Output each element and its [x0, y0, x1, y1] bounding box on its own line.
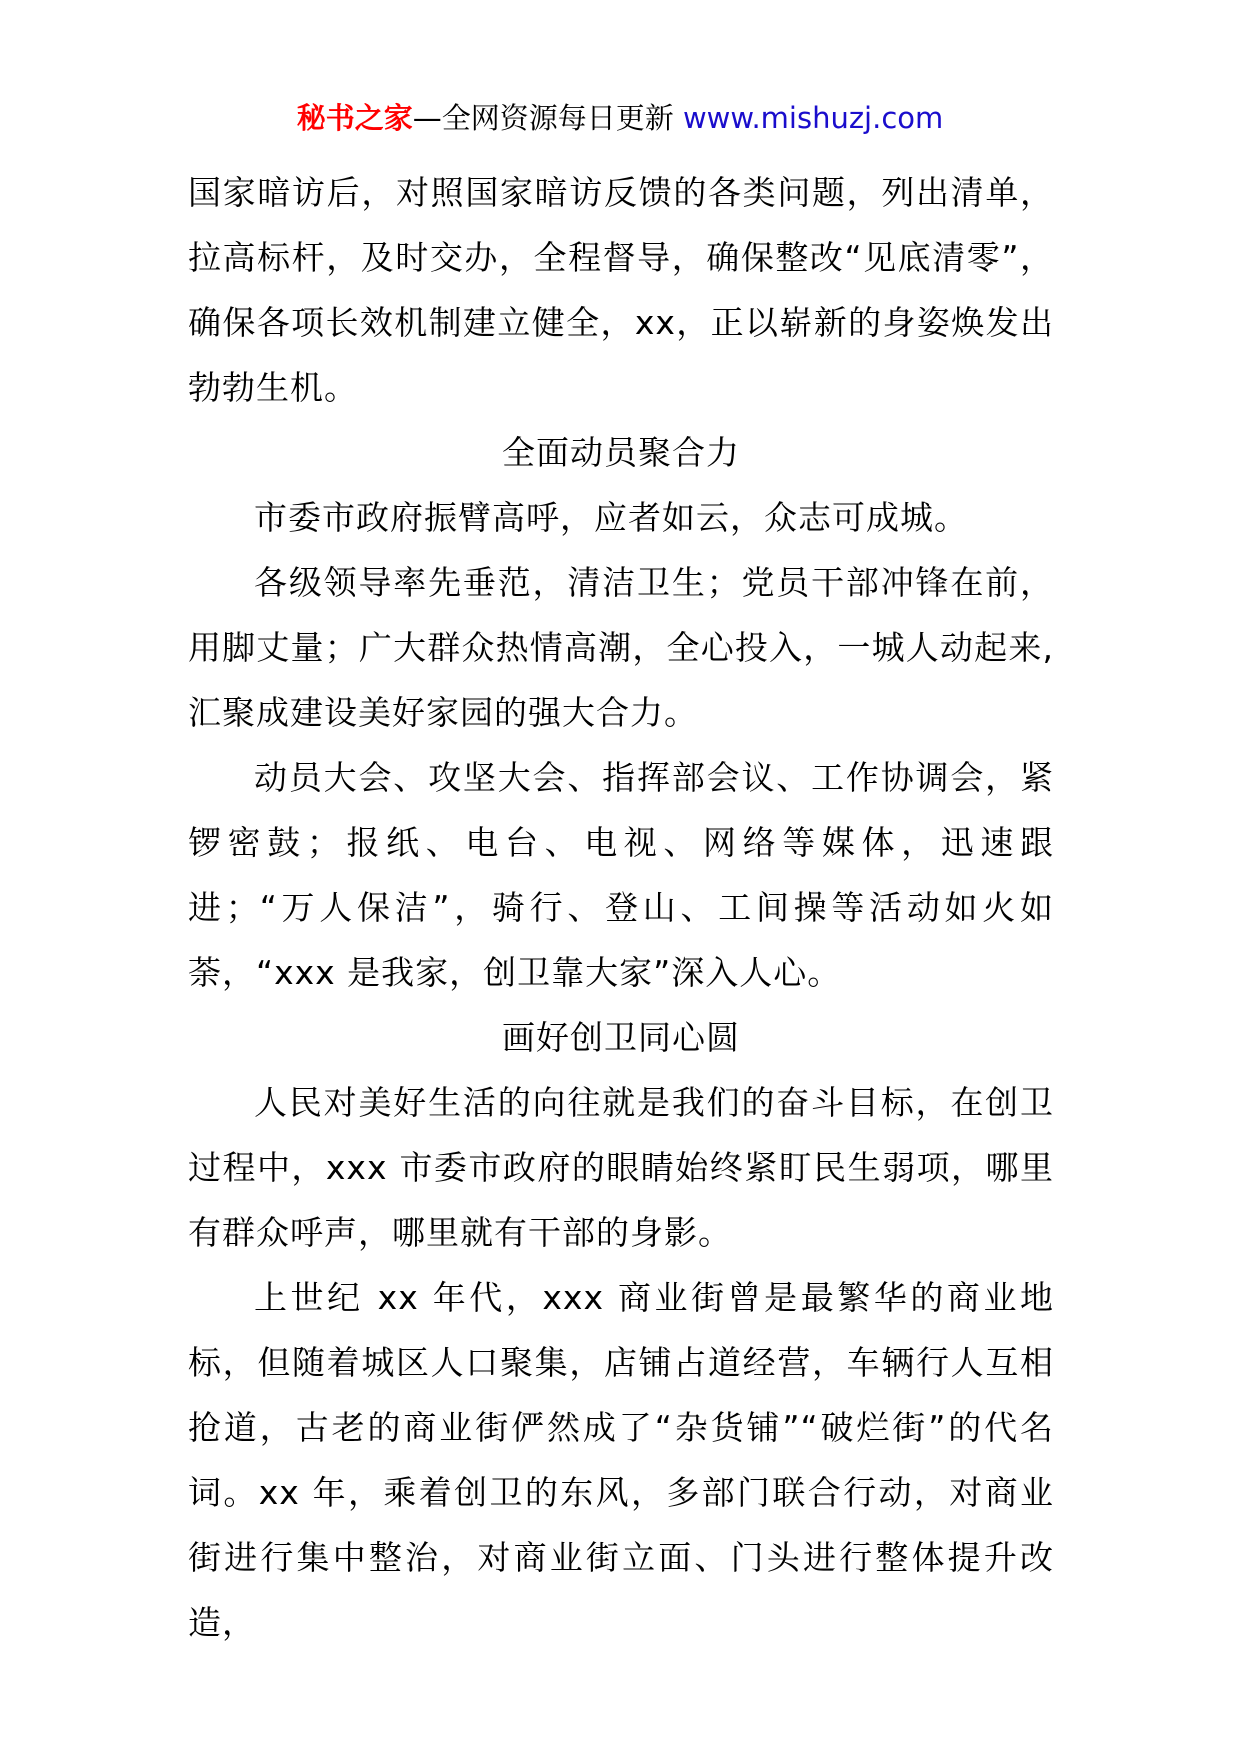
paragraph-2: 市委市政府振臂高呼，应者如云，众志可成城。 [254, 498, 968, 537]
paragraph-5: 人民对美好生活的向往就是我们的奋斗目标，在创卫过程中，xxx 市委市政府的眼睛始终紧盯民生弱项，哪里有群众呼声，哪里就有干部的身影。 [188, 1083, 1054, 1252]
paragraph-3: 各级领导率先垂范，清洁卫生；党员干部冲锋在前，用脚丈量；广大群众热情高潮，全心投入，一城人动起来,汇聚成建设美好家园的强大合力。 [188, 563, 1054, 732]
section-heading-mobilization: 全面动员聚合力 [502, 433, 740, 472]
paragraph-1: 国家暗访后，对照国家暗访反馈的各类问题，列出清单，拉高标杆，及时交办，全程督导，确保整改“见底清零”，确保各项长效机制建立健全，xx，正以崭新的身姿焕发出勃勃生机。 [188, 173, 1054, 407]
paragraph-6: 上世纪 xx 年代，xxx 商业街曾是最繁华的商业地标，但随着城区人口聚集，店铺占道经营，车辆行人互相抢道，古老的商业街俨然成了“杂货铺”“破烂街”的代名词。xx 年，乘着创卫的东风，多部门联合行动，对商业街进行集中整治，对商业街立面、门头进行整体提升改造， [188, 1278, 1054, 1642]
paragraph-4: 动员大会、攻坚大会、指挥部会议、工作协调会，紧锣密鼓；报纸、电台、电视、网络等媒体，迅速跟进；“万人保洁”，骑行、登山、工间操等活动如火如荼，“xxx 是我家，创卫靠大家”深入人心。 [188, 758, 1054, 992]
header-tagline: —全网资源每日更新 [412, 101, 674, 135]
document-body [188, 160, 1054, 1655]
brand-name: 秘书之家 [296, 101, 413, 135]
section-heading-concentric-circle: 画好创卫同心圆 [502, 1018, 740, 1057]
page-header [0, 98, 1240, 138]
site-url-link[interactable]: www.mishuzj.com [682, 101, 944, 135]
